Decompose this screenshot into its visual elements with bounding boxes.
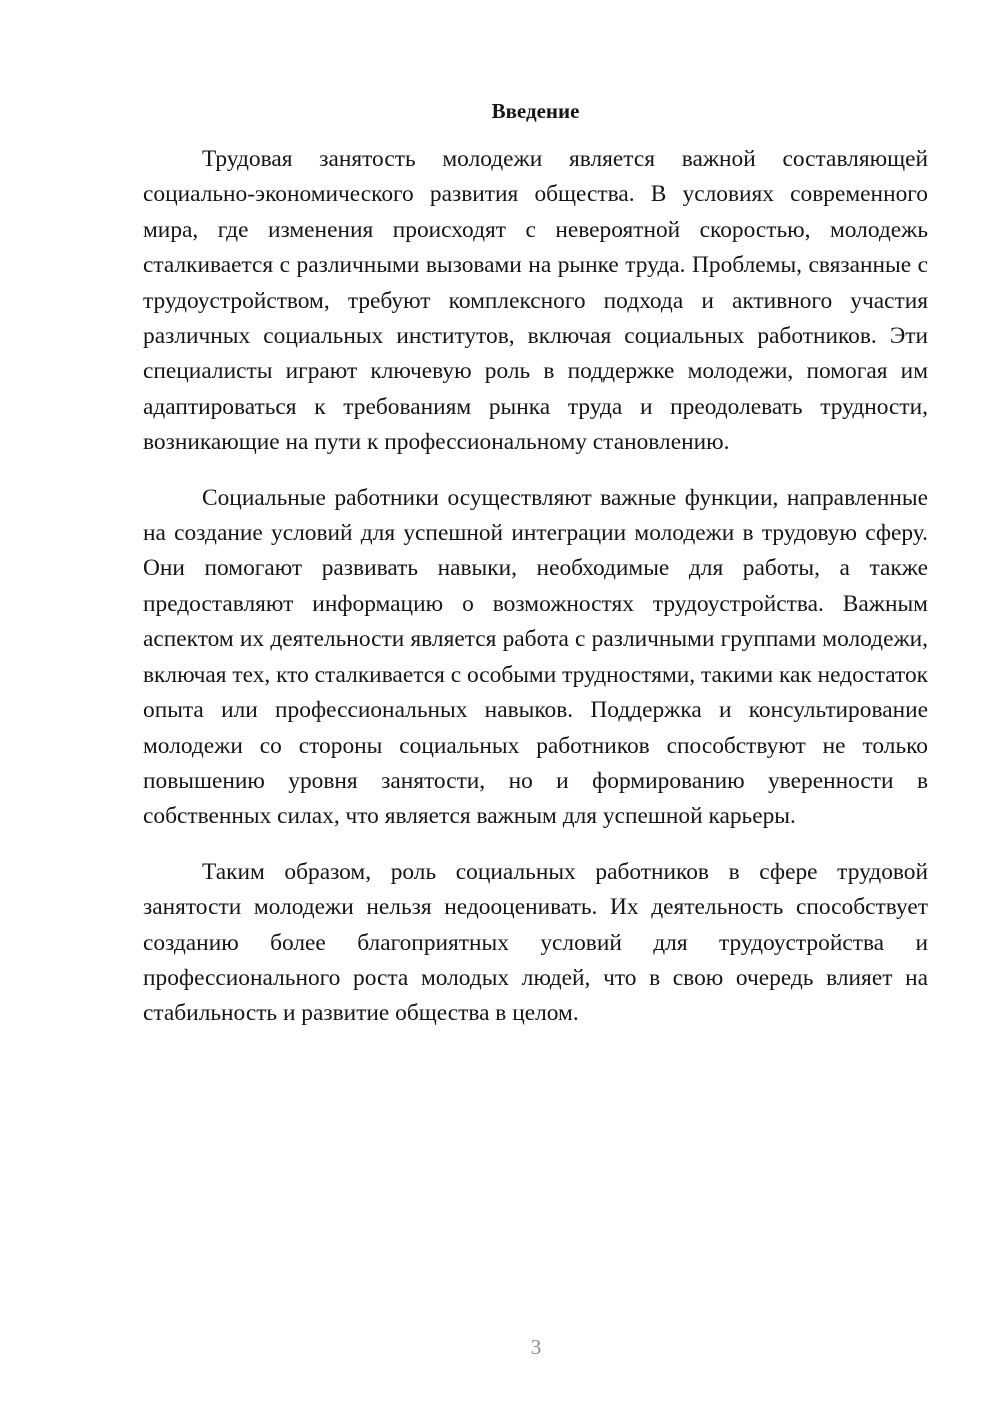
page-number: 3: [530, 1335, 542, 1359]
paragraph-1: Трудовая занятость молодежи является важной составляющей социально-экономического развития общества. В условиях современного мира, где изменения происходят с невероятной скоростью, молодежь сталкивается с различными вызовами на рынке труда. Проблемы, связанные с трудоустройством, требуют комплексного подхода и активного участия различных социальных институтов, включая социальных работников. Эти специалисты играют ключевую роль в поддержке молодежи, помогая им адаптироваться к требованиям рынка труда и преодолевать трудности, возникающие на пути к профессиональному становлению.: [143, 146, 928, 456]
body-text: [143, 142, 928, 1052]
section-heading: Введение: [491, 99, 580, 123]
paragraph-2: Социальные работники осуществляют важные функции, направленные на создание условий для успешной интеграции молодежи в трудовую сферу. Они помогают развивать навыки, необходимые для работы, а также предоставляют информацию о возможностях трудоустройства. Важным аспектом их деятельности является работа с различными группами молодежи, включая тех, кто сталкивается с особыми трудностями, такими как недостаток опыта или профессиональных навыков. Поддержка и консультирование молодежи со стороны социальных работников способствуют не только повышению уровня занятости, но и формированию уверенности в собственных силах, что является важным для успешной карьеры.: [143, 484, 928, 830]
paragraph-3: Таким образом, роль социальных работников в сфере трудовой занятости молодежи нельзя недооценивать. Их деятельность способствует созданию более благоприятных условий для трудоустройства и профессионального роста молодых людей, что в свою очередь влияет на стабильность и развитие общества в целом.: [143, 858, 928, 1027]
